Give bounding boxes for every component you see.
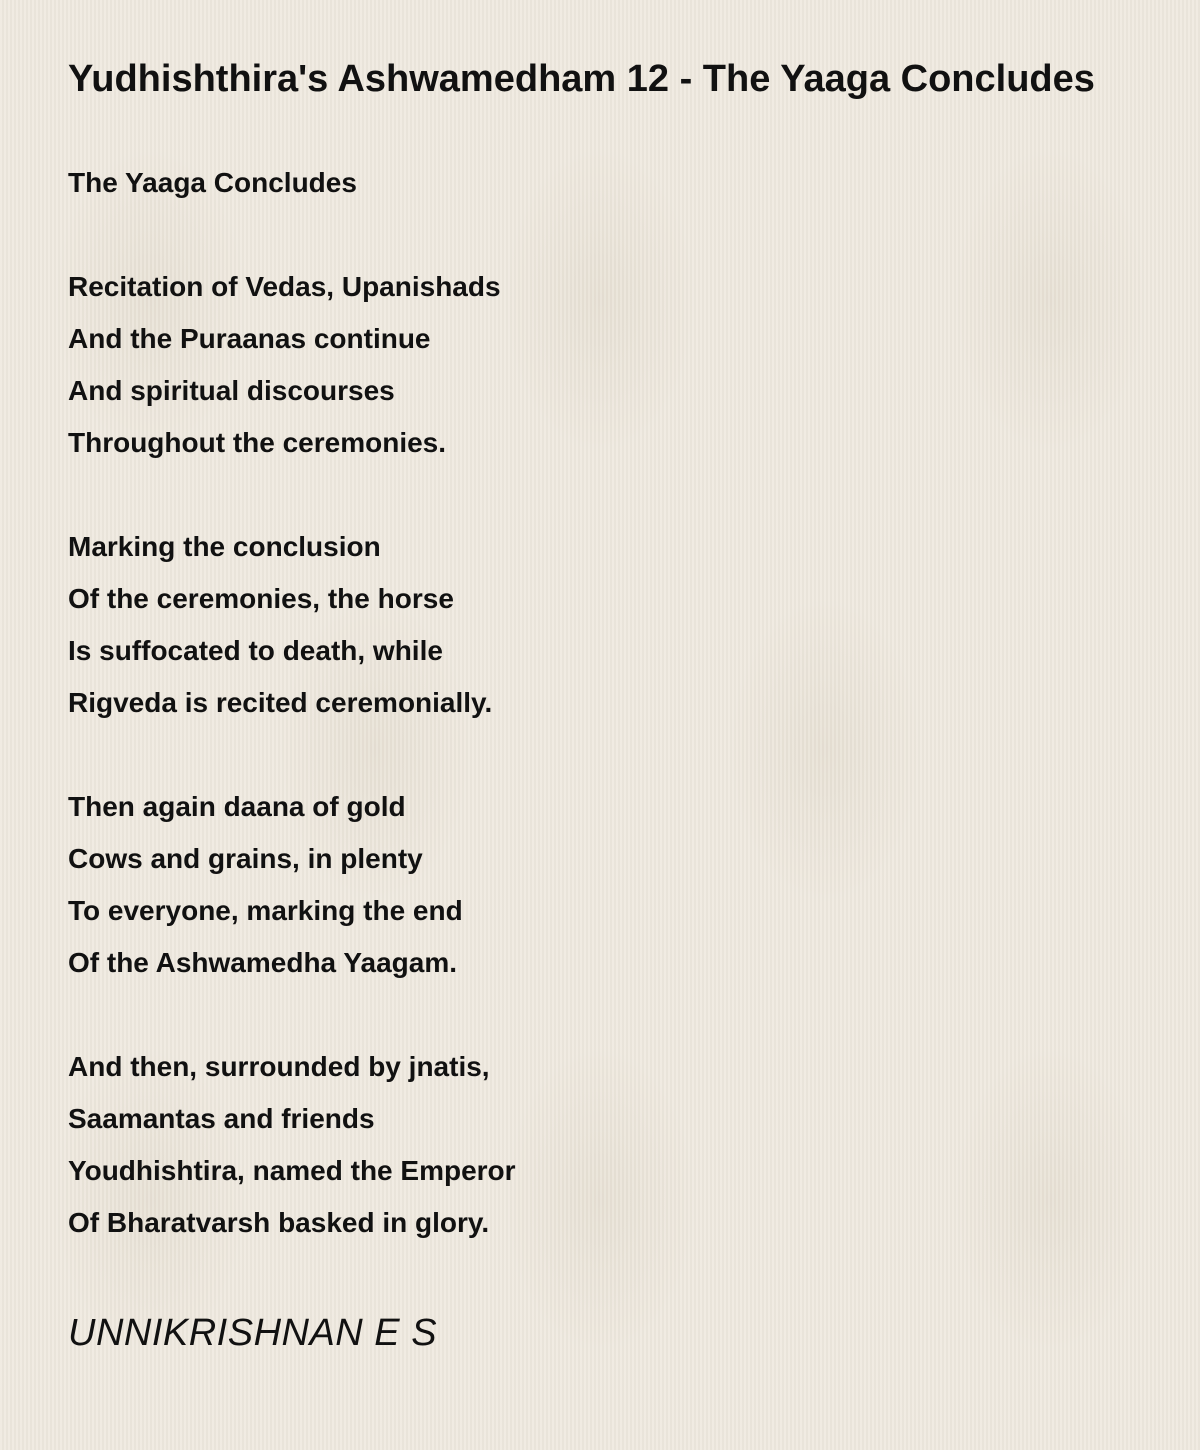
poem-line: And then, surrounded by jnatis, — [68, 1051, 490, 1082]
poem-line: Rigveda is recited ceremonially. — [68, 687, 493, 718]
stanza-3 — [68, 781, 1148, 989]
poem-subtitle: The Yaaga Concludes — [68, 167, 357, 198]
poem-line: Marking the conclusion — [68, 531, 381, 562]
poem-title: Yudhishthira's Ashwamedham 12 - The Yaaga Concludes — [68, 58, 1095, 100]
poem-line: And spiritual discourses — [68, 375, 395, 406]
poem-line: Youdhishtira, named the Emperor — [68, 1155, 516, 1186]
poem-line: Of Bharatvarsh basked in glory. — [68, 1207, 490, 1238]
poem-line: Then again daana of gold — [68, 791, 406, 822]
poem-page — [68, 0, 1148, 1355]
stanza-4 — [68, 1041, 1148, 1249]
poem-line: Recitation of Vedas, Upanishads — [68, 271, 501, 302]
stanza-2 — [68, 521, 1148, 729]
poem-line: To everyone, marking the end — [68, 895, 463, 926]
poem-line: Of the ceremonies, the horse — [68, 583, 454, 614]
stanza-1 — [68, 261, 1148, 469]
poem-line: Cows and grains, in plenty — [68, 843, 423, 874]
poem-line: Saamantas and friends — [68, 1103, 375, 1134]
poem-line: Throughout the ceremonies. — [68, 427, 447, 458]
poem-line: Is suffocated to death, while — [68, 635, 443, 666]
poem-line: Of the Ashwamedha Yaagam. — [68, 947, 458, 978]
poem-line: And the Puraanas continue — [68, 323, 431, 354]
poem-author: UNNIKRISHNAN E S — [68, 1312, 438, 1354]
